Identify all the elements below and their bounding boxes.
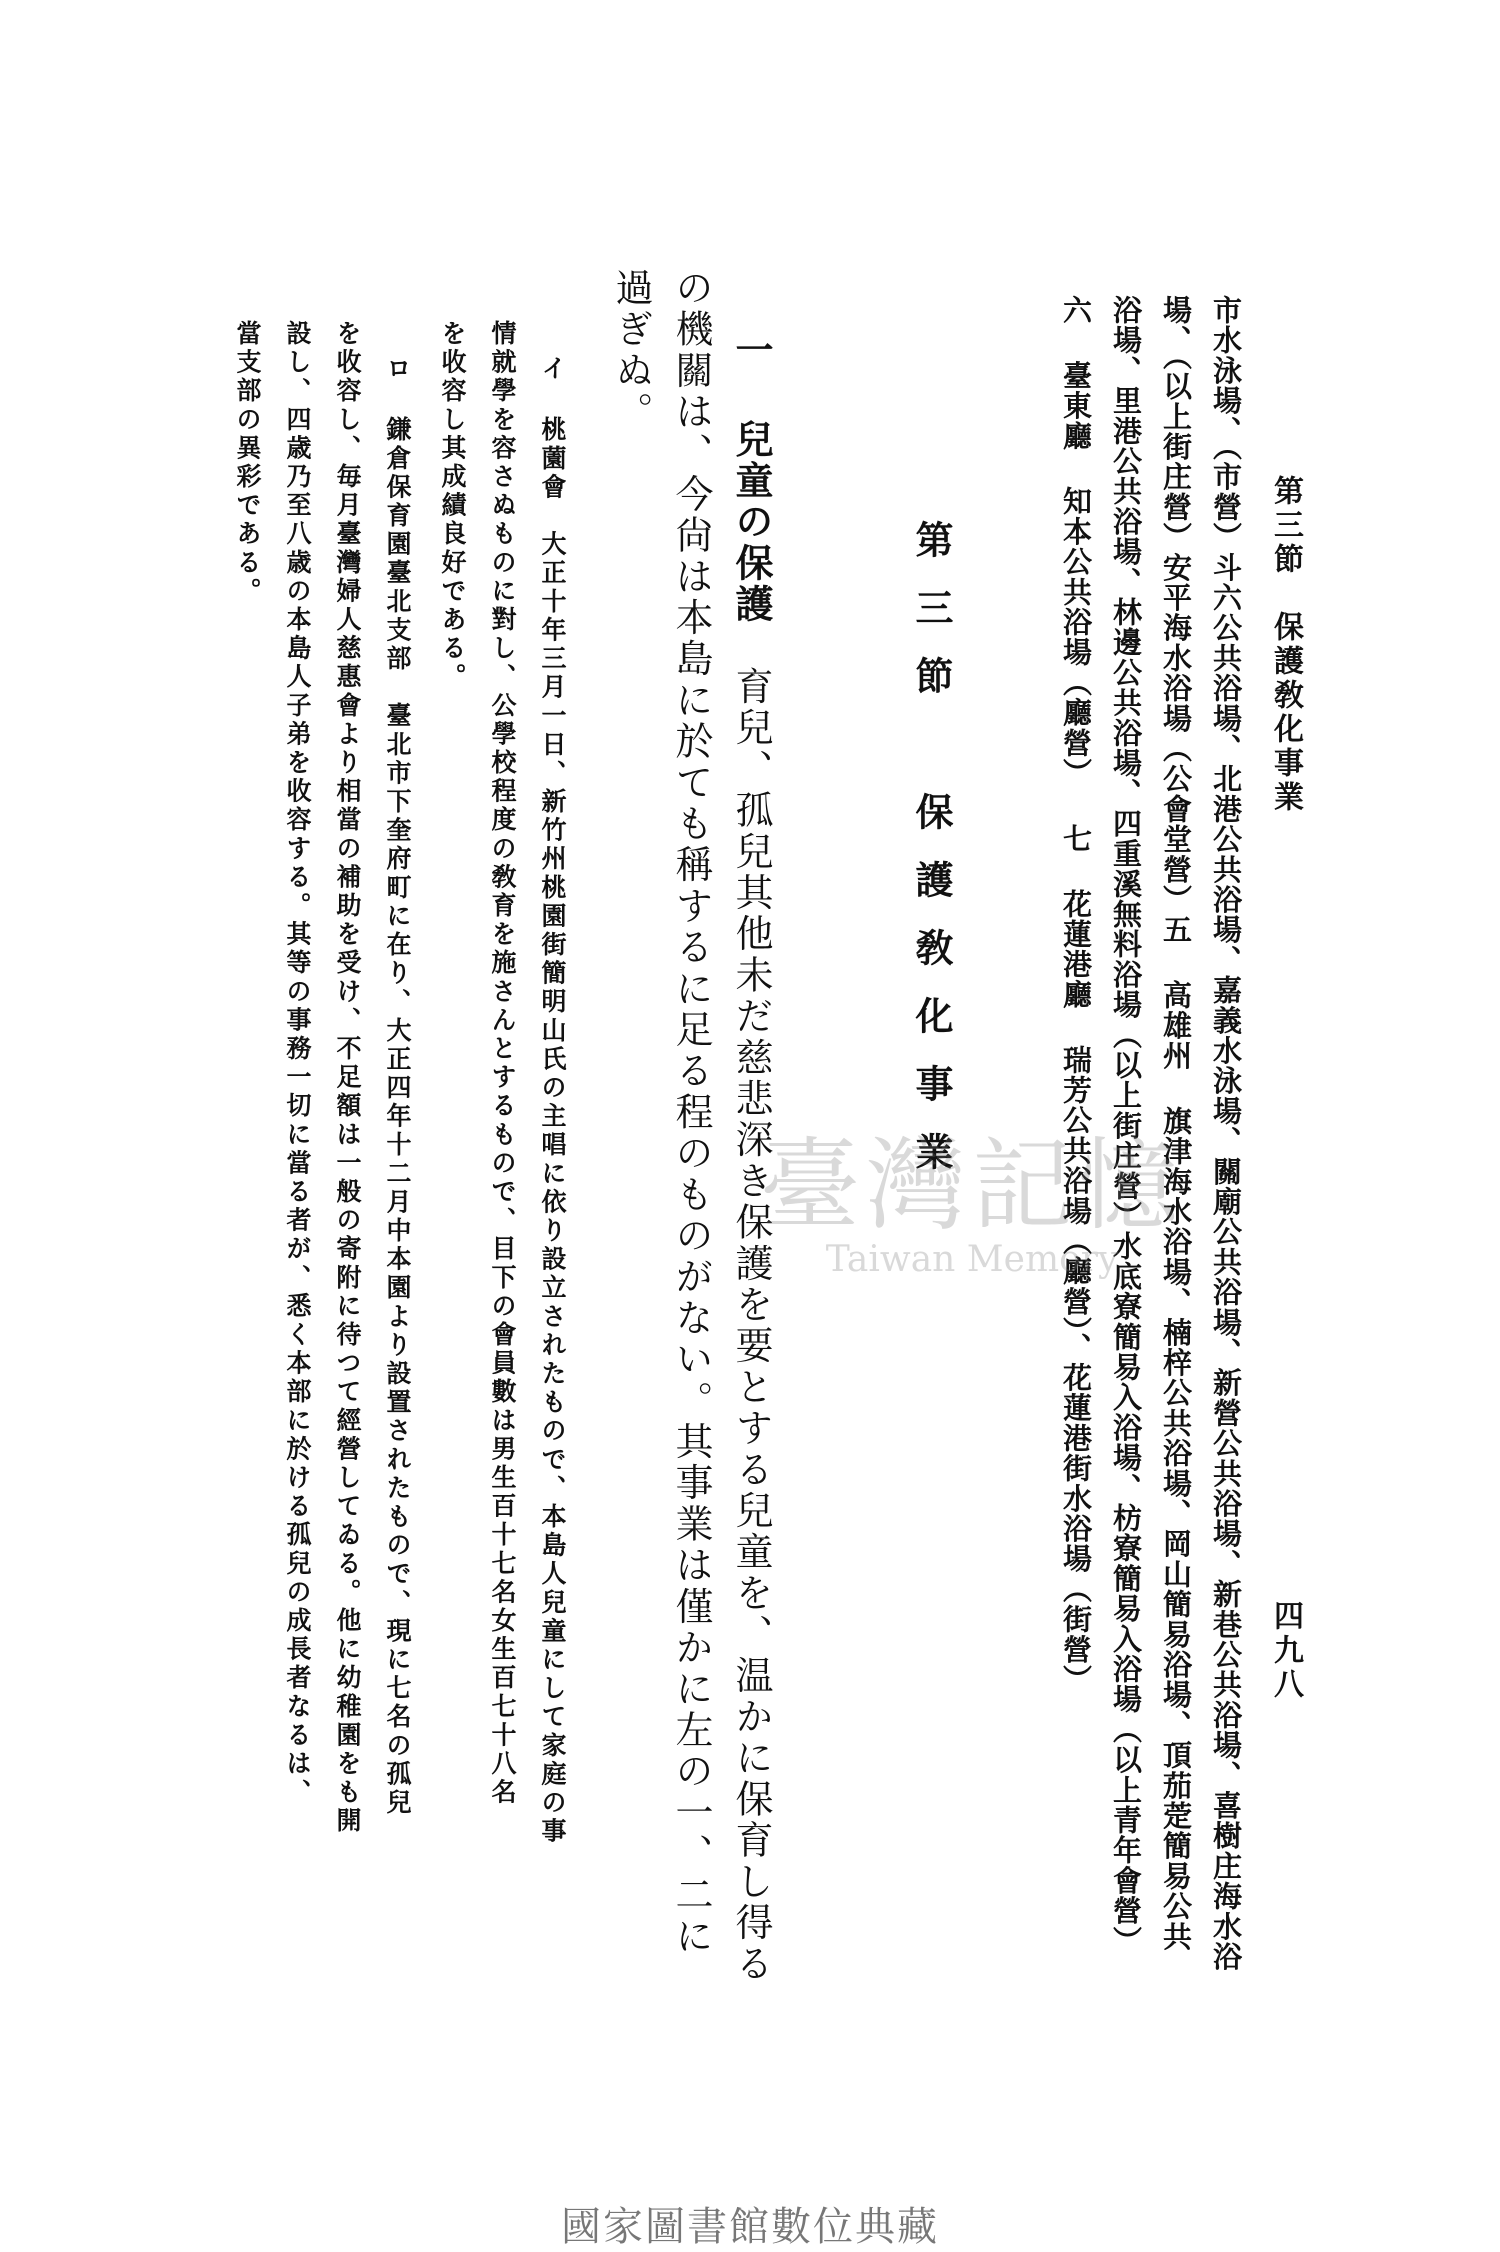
child-protection-line-3: 過ぎぬ。	[609, 268, 653, 433]
page-number: 四九八	[1268, 1600, 1303, 1702]
item-i-line-2: 情就學を容さぬものに對し、公學校程度の敎育を施さんとするもので、目下の會員數は男生百十七名女生百七十八名	[488, 320, 517, 1808]
item-ro-line-3: 設し、四歳乃至八歳の本島人子弟を收容する。其等の事務一切に當る者が、悉く本部に於ける孤兒の成長者なるは、	[283, 320, 312, 1808]
item-ro-text-1: 臺北市下奎府町に在り、大正四年十二月中本園より設置されたもので、現に七名の孤兒	[383, 673, 412, 1818]
bath-list-column-4: 六 臺東廳 知本公共浴場（廳營） 七 花蓮港廳 瑞芳公共浴場（廳營）、花蓮港街水浴場（街營）	[1059, 295, 1093, 1695]
section-title: 第三節 保護敎化事業	[909, 520, 954, 1200]
watermark-english: Taiwan Memory	[825, 1239, 1119, 1280]
child-protection-text-1: 育兒、孤兒其他未だ慈悲深き保護を要とする兒童を、温かに保育し得る	[729, 625, 773, 1986]
watermark-chinese: 臺灣記憶	[760, 1127, 1184, 1244]
child-protection-heading: 一 兒童の保護	[729, 330, 774, 626]
item-ro-line-2: を收容し、毎月臺灣婦人慈惠會より相當の補助を受け、不足額は一般の寄附に待つて經營してゐる。他に幼稚園をも開	[333, 320, 362, 1836]
footer-credit: 國家圖書館數位典藏	[561, 2204, 939, 2250]
item-i-line-1	[540, 355, 565, 1846]
bath-list-column-3: 浴場、里港公共浴場、林邊公共浴場、四重溪無料浴場（以上街庄營）水底寮簡易入浴場、枋寮簡易入浴場（以上青年會營）	[1109, 295, 1143, 1956]
item-ro-line-4: 當支部の異彩である。	[233, 320, 262, 606]
item-i-line-3: を收容し其成績良好である。	[438, 320, 467, 692]
child-protection-line-2: の機關は、今尙は本島に於ても稱するに足る程のものがない。其事業は僅かに左の一、二に	[669, 268, 713, 1958]
bath-list-column-2: 場、（以上街庄營）安平海水浴場（公會堂營）五 高雄州 旗津海水浴場、楠梓公共浴場、岡山簡易浴場、頂茄萣簡易公共	[1159, 295, 1193, 1952]
item-i-heading: イ 桃薗會	[538, 355, 567, 502]
taiwan-memory-watermark	[760, 1105, 1184, 1280]
item-ro-line-1	[385, 355, 410, 1818]
item-i-text-1: 大正十年三月一日、新竹州桃園街簡明山氏の主唱に依り設立されたもので、本島人兒童にして家庭の事	[538, 502, 567, 1847]
bath-list-column-1: 市水泳場、（市營）斗六公共浴場、北港公共浴場、嘉義水泳場、關廟公共浴場、新營公共浴場、新巷公共浴場、喜樹庄海水浴	[1209, 295, 1243, 1972]
running-header: 第三節 保護敎化事業	[1268, 475, 1303, 815]
item-ro-heading: ロ 鎌倉保育園臺北支部	[383, 355, 412, 674]
